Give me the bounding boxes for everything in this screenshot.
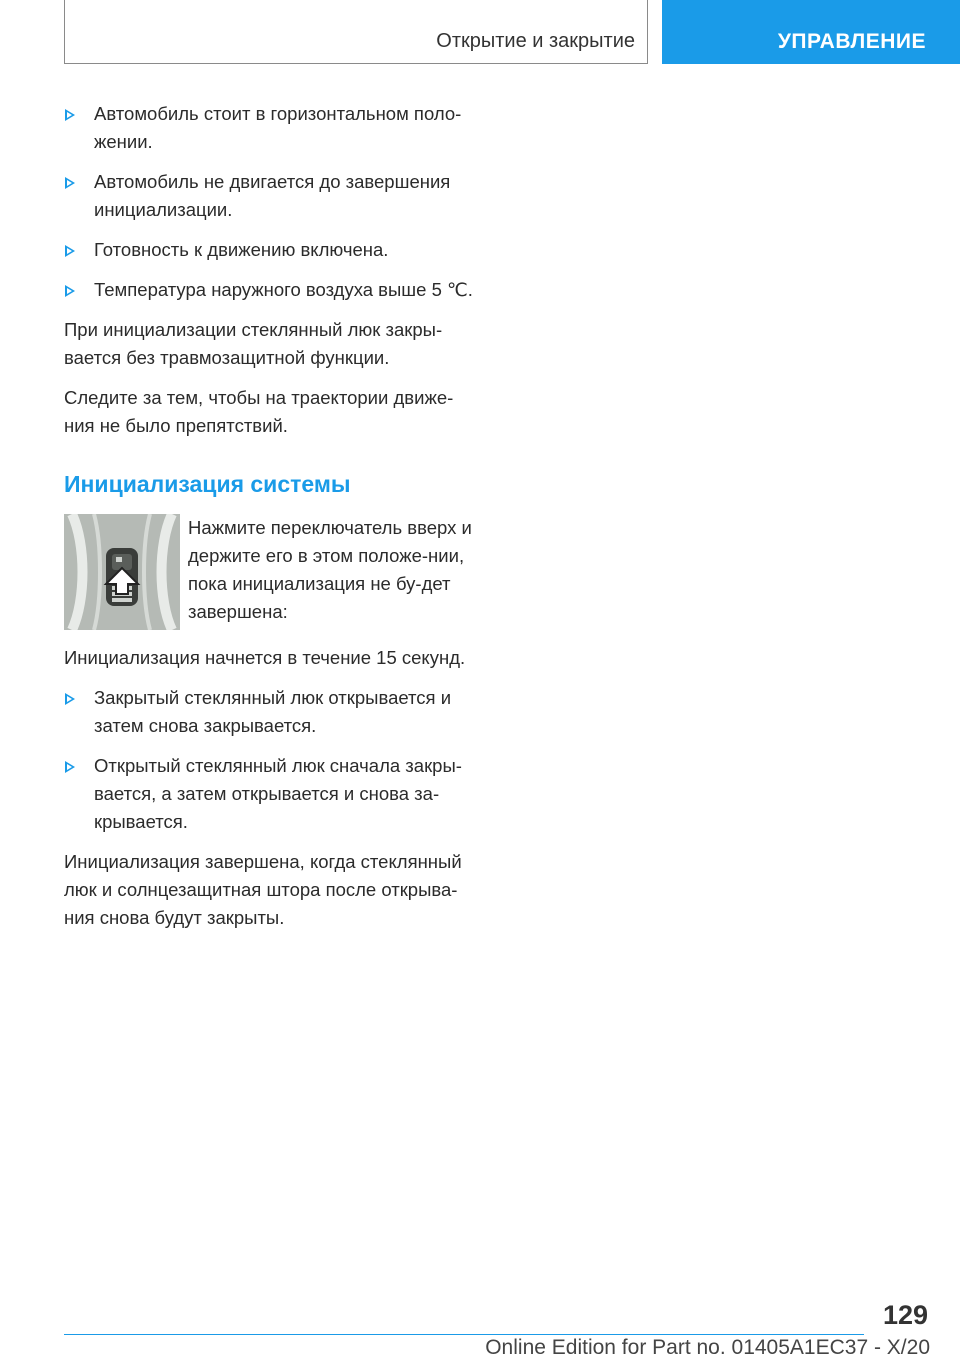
bullet-triangle-icon [65, 177, 75, 189]
footer-edition: Online Edition for Part no. 01405A1EC37 - X/20 [485, 1336, 930, 1359]
case-item [64, 752, 480, 836]
footer-divider [64, 1334, 864, 1335]
section-tab-label: УПРАВЛЕНИЕ [777, 30, 926, 53]
paragraph-complete: Инициализация завершена, когда стеклянный люк и солнцезащитная штора после открыва-ния снова будут закрыты. [64, 851, 462, 928]
case-text: Закрытый стеклянный люк открывается и затем снова закрывается. [94, 687, 452, 736]
bullet-triangle-icon [65, 245, 75, 257]
condition-item [64, 100, 480, 156]
condition-text: Автомобиль стоит в горизонтальном поло-жении. [94, 103, 462, 152]
main-content [64, 100, 480, 944]
condition-item [64, 168, 480, 224]
case-text: Открытый стеклянный люк сначала закры-вается, а затем открывается и снова за-крывается. [94, 755, 462, 832]
condition-text: Автомобиль не двигается до завершения инициализации. [94, 171, 451, 220]
paragraph-watch-path: Следите за тем, чтобы на траектории движе-ния не было препятствий. [64, 387, 454, 436]
figure-instruction: Нажмите переключатель вверх и держите его в этом положе-нии, пока инициализация не бу-дет завершена: [188, 517, 472, 622]
chapter-title: Открытие и закрытие [436, 30, 635, 52]
paragraph-start: Инициализация начнется в течение 15 секунд. [64, 647, 466, 668]
bullet-triangle-icon [65, 109, 75, 121]
section-tab[interactable] [662, 0, 960, 64]
header-frame [64, 0, 648, 64]
paragraph-init-closes: При инициализации стеклянный люк закры-вается без травмозащитной функции. [64, 319, 443, 368]
page-number: 129 [882, 1300, 928, 1330]
bullet-triangle-icon [65, 285, 75, 297]
condition-item [64, 276, 480, 304]
condition-item [64, 236, 480, 264]
figure-row [64, 514, 480, 630]
case-item [64, 684, 480, 740]
sunroof-switch-image [64, 514, 180, 630]
bullet-triangle-icon [65, 761, 75, 773]
sunroof-switch-illustration [64, 514, 180, 630]
bullet-triangle-icon [65, 693, 75, 705]
condition-text: Готовность к движению включена. [94, 239, 389, 260]
section-heading: Инициализация системы [64, 471, 351, 497]
condition-text: Температура наружного воздуха выше 5 ℃. [94, 279, 473, 300]
